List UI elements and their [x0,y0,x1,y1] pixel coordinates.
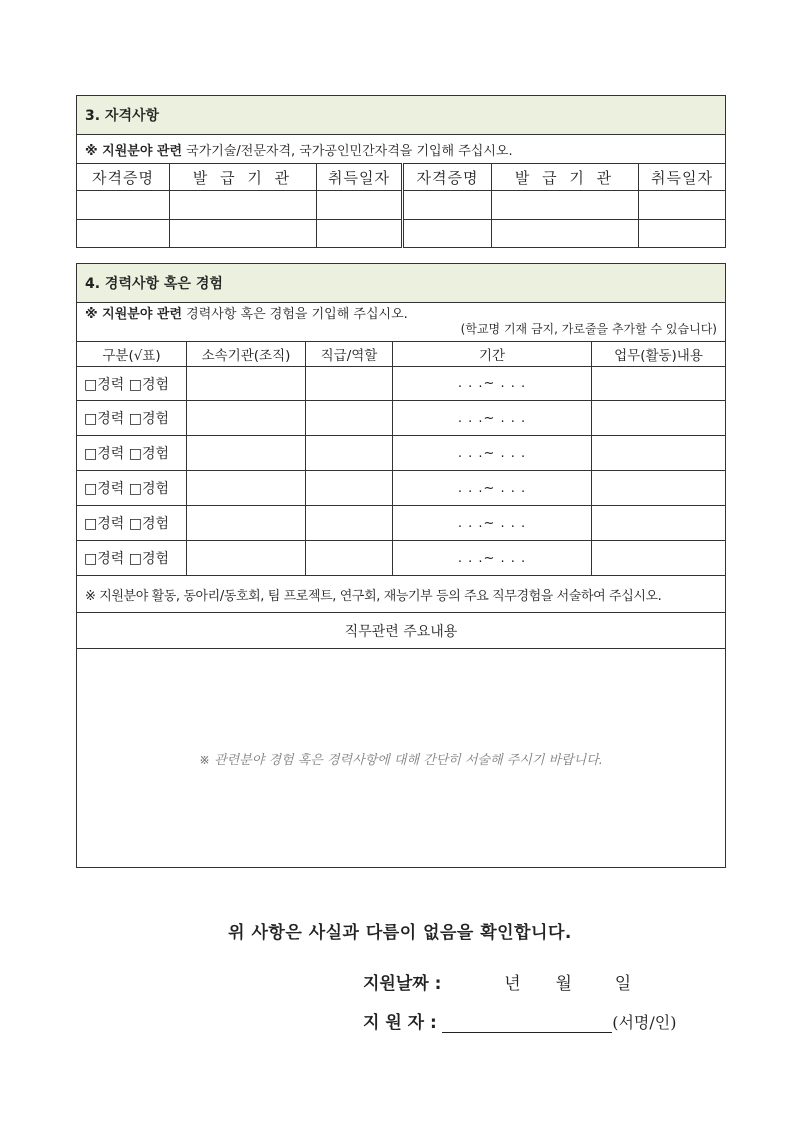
period-input[interactable]: . . .~ . . . [393,436,592,471]
period-input[interactable]: . . .~ . . . [393,401,592,436]
cert-input-cell[interactable] [639,220,726,248]
org-input[interactable] [187,436,306,471]
org-input[interactable] [187,471,306,506]
duties-input[interactable] [592,506,726,541]
experience-table [76,263,726,868]
col-duties: 업무(활동)내용 [592,342,726,367]
date-year[interactable]: 년 [504,974,521,994]
col-acquired-date: 취득일자 [317,164,403,191]
org-input[interactable] [187,401,306,436]
col-role: 직급/역할 [306,342,393,367]
signature-seal-label: (서명/인) [612,1013,677,1032]
col-cert-name: 자격증명 [77,164,170,191]
col-acquired-date-2: 취득일자 [639,164,726,191]
role-input[interactable] [306,541,393,576]
application-date-label: 지원날짜 : [363,974,442,994]
org-input[interactable] [187,541,306,576]
job-experience-note: ※ 지원분야 활동, 동아리/동호회, 팀 프로젝트, 연구회, 재능기부 등의 주요 직무경험을 서술하여 주십시오. [77,576,726,613]
role-input[interactable] [306,471,393,506]
job-main-content-label: 직무관련 주요내용 [77,613,726,649]
section-3-note: ※ 지원분야 관련 국가기술/전문자격, 국가공인민간자격을 기입해 주십시오. [77,135,726,164]
duties-input[interactable] [592,541,726,576]
cert-input-cell[interactable] [492,220,639,248]
section-3-title: 3. 자격사항 [77,96,726,135]
applicant-name-field[interactable] [442,1012,612,1033]
applicant-label: 지 원 자 : [363,1013,437,1033]
org-input[interactable] [187,367,306,401]
job-main-content-textarea[interactable]: ※ 관련분야 경험 혹은 경력사항에 대해 간단히 서술해 주시기 바랍니다. [77,649,726,868]
cert-input-cell[interactable] [403,220,492,248]
cert-input-cell[interactable] [639,191,726,220]
period-input[interactable]: . . .~ . . . [393,506,592,541]
cert-input-cell[interactable] [77,220,170,248]
type-checkbox[interactable]: □경력 □경험 [77,401,187,436]
col-organization: 소속기관(조직) [187,342,306,367]
role-input[interactable] [306,436,393,471]
type-checkbox[interactable]: □경력 □경험 [77,506,187,541]
application-date-row [363,969,631,994]
period-input[interactable]: . . .~ . . . [393,367,592,401]
col-issuer-2: 발 급 기 관 [492,164,639,191]
cert-input-cell[interactable] [317,220,403,248]
period-input[interactable]: . . .~ . . . [393,471,592,506]
cert-input-cell[interactable] [492,191,639,220]
role-input[interactable] [306,367,393,401]
duties-input[interactable] [592,436,726,471]
col-cert-name-2: 자격증명 [403,164,492,191]
type-checkbox[interactable]: □경력 □경험 [77,471,187,506]
org-input[interactable] [187,506,306,541]
duties-input[interactable] [592,367,726,401]
type-checkbox[interactable]: □경력 □경험 [77,541,187,576]
cert-input-cell[interactable] [170,220,317,248]
applicant-row [363,1008,676,1033]
duties-input[interactable] [592,401,726,436]
cert-input-cell[interactable] [403,191,492,220]
col-period: 기간 [393,342,592,367]
cert-input-cell[interactable] [317,191,403,220]
period-input[interactable]: . . .~ . . . [393,541,592,576]
cert-input-cell[interactable] [77,191,170,220]
qualifications-table [76,95,726,248]
role-input[interactable] [306,506,393,541]
confirmation-statement: 위 사항은 사실과 다름이 없음을 확인합니다. [228,923,572,943]
section-4-title: 4. 경력사항 혹은 경험 [77,264,726,303]
col-issuer: 발 급 기 관 [170,164,317,191]
date-day[interactable]: 일 [614,974,632,994]
cert-input-cell[interactable] [170,191,317,220]
col-category: 구분(√표) [77,342,187,367]
duties-input[interactable] [592,471,726,506]
section-4-note: ※ 지원분야 관련 경력사항 혹은 경험을 기입해 주십시오. (학교명 기재 금지, 가로줄을 추가할 수 있습니다) [77,303,726,342]
date-month[interactable]: 월 [555,974,572,994]
role-input[interactable] [306,401,393,436]
type-checkbox[interactable]: □경력 □경험 [77,367,187,401]
type-checkbox[interactable]: □경력 □경험 [77,436,187,471]
